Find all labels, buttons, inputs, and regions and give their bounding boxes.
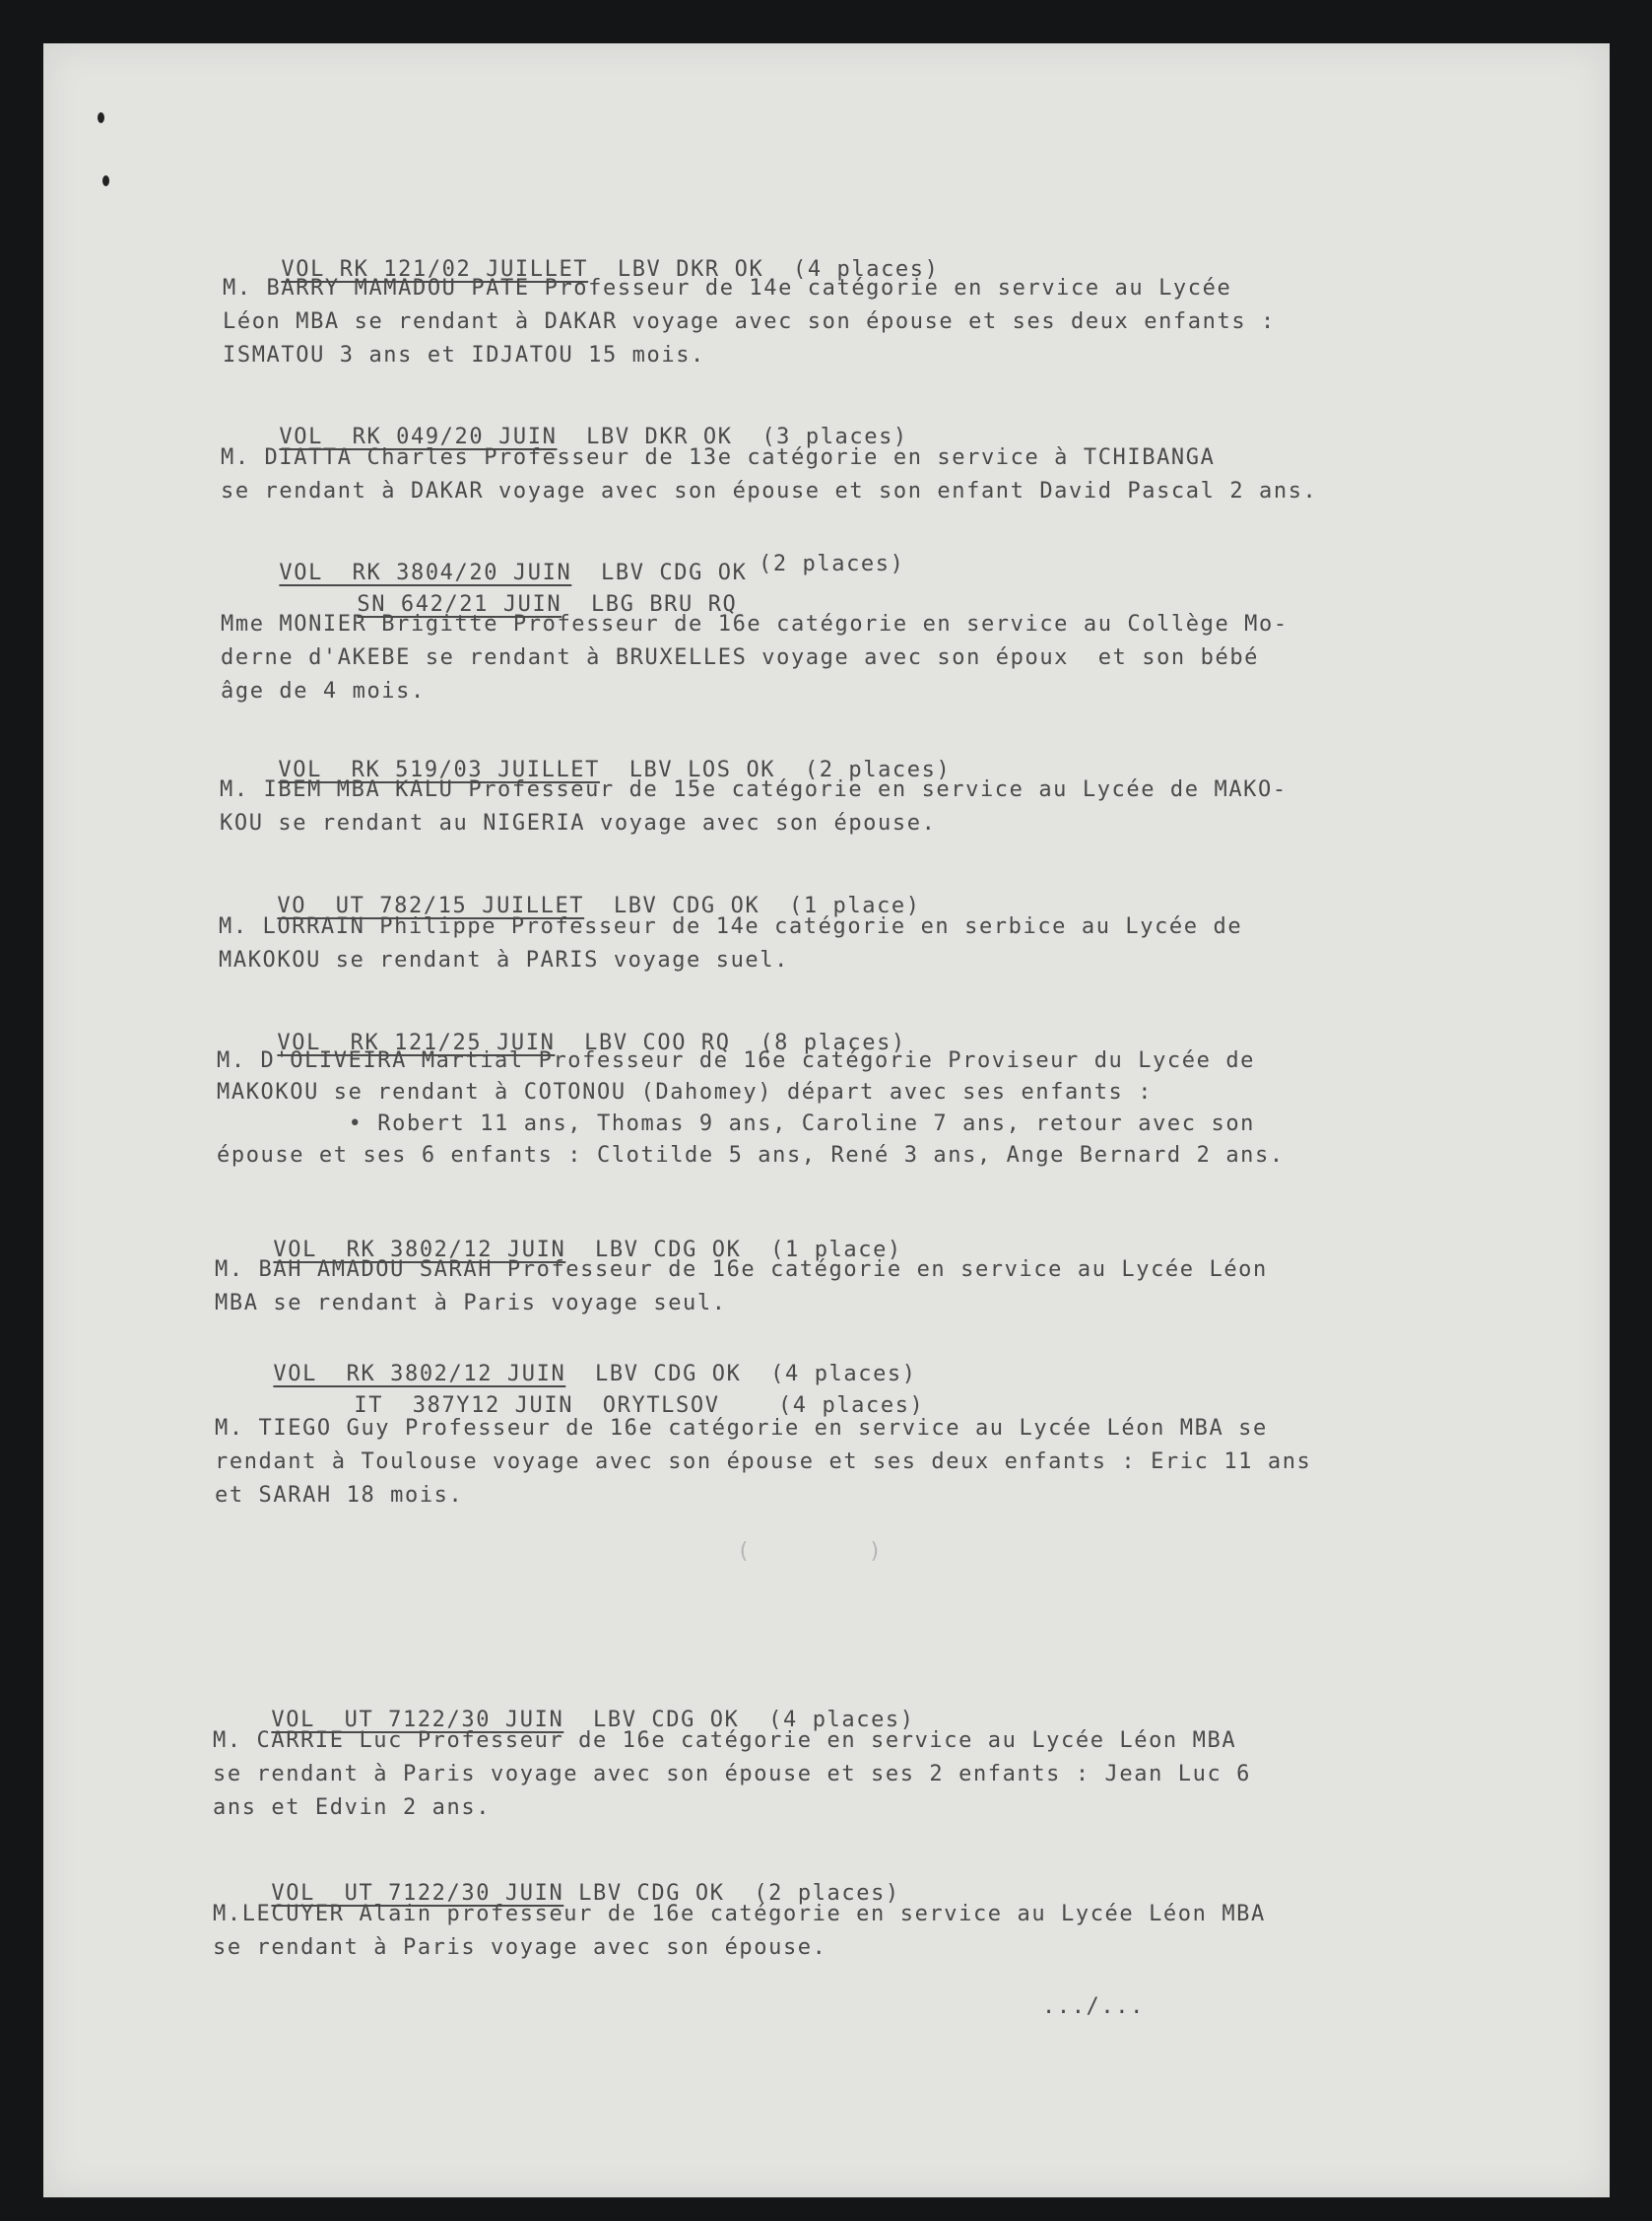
flight-number: IT 387Y12 JUIN — [354, 1393, 574, 1418]
flight-route: LBV CDG OK — [595, 1238, 742, 1262]
passenger-description: Mme MONIER Brigitte Professeur de 16e catégorie en service au Collège Mo- derne d'AKEBE se rendant à BRUXELLES voyage avec son époux et son bébé âge de 4 mois. — [221, 612, 1289, 704]
passenger-description: M. TIEGO Guy Professeur de 16e catégorie en service au Lycée Léon MBA se rendant à Toulouse voyage avec son épouse et ses deux enfants : Eric 11 ans et SARAH 18 mois. — [215, 1416, 1312, 1508]
flight-number: VOL RK 3802/12 JUIN — [273, 1362, 566, 1386]
flight-number: VOL UT 7122/30 JUIN — [271, 1708, 564, 1732]
flight-route: LBV COO RQ — [584, 1031, 731, 1055]
seat-count: (2 places) — [754, 1881, 900, 1906]
passenger-description: M. BARRY MAMADOU PATE Professeur de 14e catégorie en service au Lycée Léon MBA se rendant à DAKAR voyage avec son épouse et ses deux enfants : ISMATOU 3 ans et IDJATOU 15 mois. — [223, 276, 1276, 368]
passenger-description: M. LORRAIN Philippe Professeur de 14e catégorie en serbice au Lycée de MAKOKOU se rendant à PARIS voyage suel. — [219, 914, 1243, 973]
flight-number: VOL RK 3802/12 JUIN — [273, 1238, 566, 1262]
flight-route: LBV DKR OK — [617, 257, 764, 282]
flight-number: VOL RK 519/03 JUILLET — [278, 758, 600, 782]
seat-count: (2 places) — [759, 552, 905, 576]
flight-route: ORYTLSOV — [602, 1393, 720, 1418]
flight-route: LBV CDG OK — [578, 1881, 725, 1906]
flight-number: VOL RK 049/20 JUIN — [279, 425, 558, 449]
passenger-description: M. IBEM MBA KALU Professeur de 15e catégorie en service au Lycée de MAKO- KOU se rendant au NIGERIA voyage avec son épouse. — [220, 777, 1288, 836]
seat-count: (3 places) — [761, 425, 908, 449]
seat-count: (1 place) — [789, 894, 921, 918]
seat-count: (4 places) — [777, 1393, 925, 1418]
flight-route: LBV DKR OK — [586, 425, 733, 449]
passenger-description: M. D'OLIVEIRA Martial Professeur de 16e catégorie Proviseur du Lycée de MAKOKOU se rendant à COTONOU (Dahomey) départ avec ses enfants : • Robert 11 ans, Thomas 9 ans, Caroline 7 ans, retour avec son épouse et ses 6 enfants : Clotilde 5 ans, René 3 ans, Ange Bernard 2 ans. — [217, 1048, 1285, 1168]
seat-count: (1 place) — [770, 1238, 902, 1262]
passenger-description: M. BAH AMADOU SARAH Professeur de 16e catégorie en service au Lycée Léon MBA se rendant à Paris voyage seul. — [215, 1257, 1268, 1315]
flight-route: LBV CDG OK — [593, 1708, 740, 1732]
flight-number: VOL RK 3804/20 JUIN — [279, 561, 572, 585]
passenger-description: M. CARRIE Luc Professeur de 16e catégorie en service au Lycée Léon MBA se rendant à Paris voyage avec son épouse et ses 2 enfants : Jean Luc 6 ans et Edvin 2 ans. — [213, 1728, 1252, 1820]
flight-route: LBG BRU RQ — [590, 592, 738, 617]
seat-count: (8 places) — [760, 1031, 906, 1055]
flight-route: LBV CDG OK — [613, 894, 760, 918]
flight-number: VOL RK 121/25 JUIN — [277, 1031, 556, 1055]
seat-count: (2 places) — [804, 758, 952, 782]
flight-route: LBV LOS OK — [628, 758, 776, 782]
flight-number: VO UT 782/15 JUILLET — [277, 894, 585, 918]
flight-number: SN 642/21 JUIN — [357, 592, 562, 617]
flight-number: VOL RK 121/02 JUILLET — [281, 257, 589, 282]
flight-route: LBV CDG OK — [595, 1362, 742, 1386]
seat-count: (4 places) — [768, 1708, 915, 1732]
flight-route: LBV CDG OK — [601, 561, 748, 585]
faded-text: ( ) — [737, 1539, 884, 1564]
seat-count: (4 places) — [793, 257, 940, 282]
seat-count: (4 places) — [770, 1362, 917, 1386]
passenger-description: M. DIATTA Charles Professeur de 13e catégorie en service à TCHIBANGA se rendant à DAKAR voyage avec son épouse et son enfant David Pascal 2 ans. — [221, 445, 1318, 504]
flight-number: VOL UT 7122/30 JUIN — [271, 1881, 564, 1906]
passenger-description: M.LECUYER Alain professeur de 16e catégorie en service au Lycée Léon MBA se rendant à Paris voyage avec son épouse. — [213, 1902, 1266, 1960]
page-continuation-mark: .../... — [1042, 1994, 1145, 2019]
